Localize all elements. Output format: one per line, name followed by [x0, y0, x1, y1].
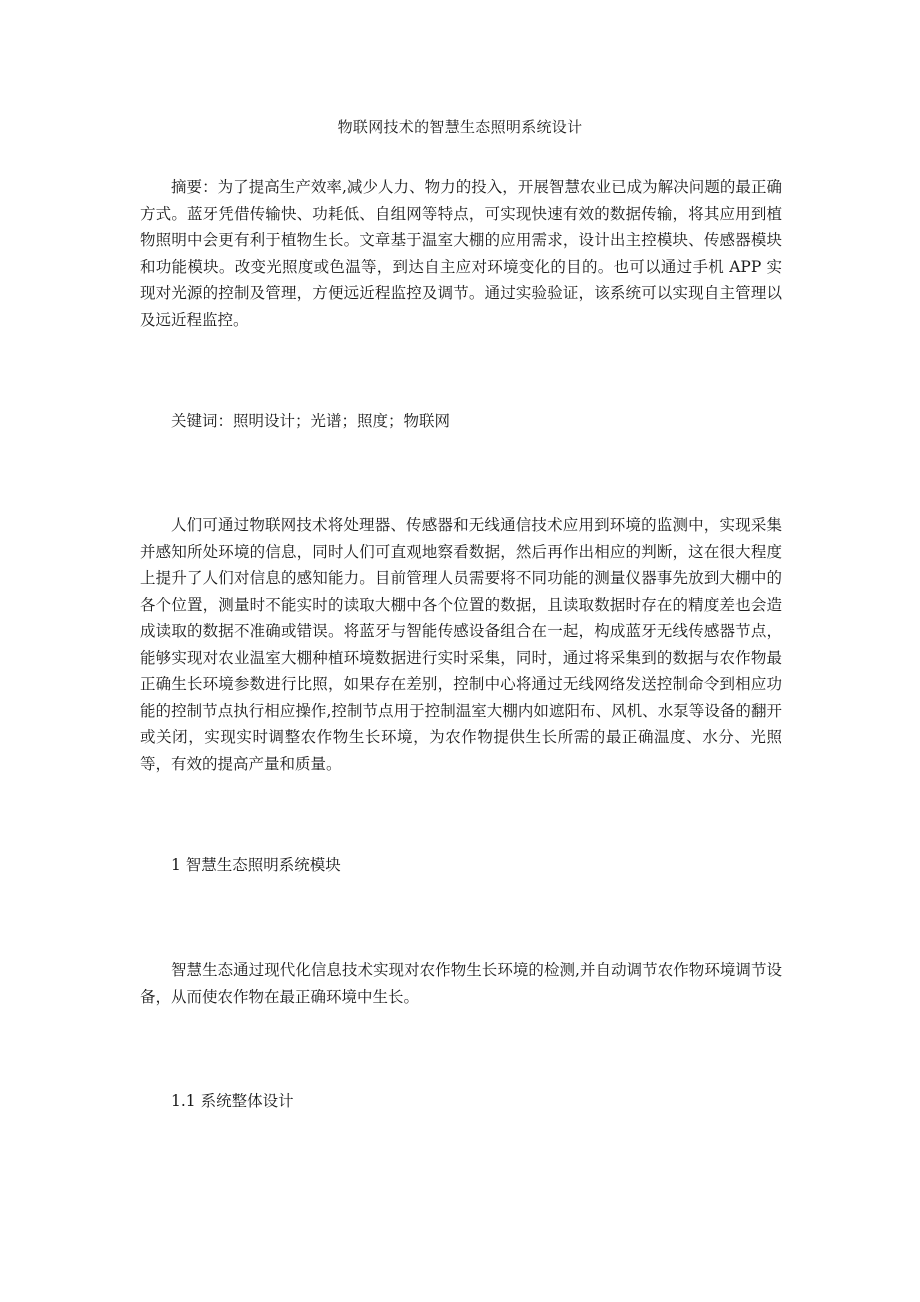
- section-1-heading: 1 智慧生态照明系统模块: [171, 856, 341, 874]
- section-1-1-heading: 1.1 系统整体设计: [171, 1092, 294, 1110]
- document-title: 物联网技术的智慧生态照明系统设计: [337, 118, 583, 136]
- keywords-paragraph: 关键词：照明设计；光谱；照度；物联网: [171, 412, 451, 430]
- intro-paragraph: 人们可通过物联网技术将处理器、传感器和无线通信技术应用到环境的监测中，实现采集并感知所处环境的信息，同时人们可直观地察看数据，然后再作出相应的判断，这在很大程度上提升了人们对信息的感知能力。目前管理人员需要将不同功能的测量仪器事先放到大棚中的各个位置，测量时不能实时的读取大棚中各个位置的数据，且读取数据时存在的精度差也会造成读取的数据不准确或错误。将蓝牙与智能传感设备组合在一起，构成蓝牙无线传感器节点，能够实现对农业温室大棚种植环境数据进行实时采集，同时，通过将采集到的数据与农作物最正确生长环境参数进行比照，如果存在差别，控制中心将通过无线网络发送控制命令到相应功能的控制节点执行相应操作,控制节点用于控制温室大棚内如遮阳布、风机、水泵等设备的翻开或关闭，实现实时调整农作物生长环境，为农作物提供生长所需的最正确温度、水分、光照等，有效的提高产量和质量。: [140, 516, 782, 773]
- abstract-paragraph: 摘要：为了提高生产效率,减少人力、物力的投入，开展智慧农业已成为解决问题的最正确方式。蓝牙凭借传输快、功耗低、自组网等特点，可实现快速有效的数据传输，将其应用到植物照明中会更有利于植物生长。文章基于温室大棚的应用需求，设计出主控模块、传感器模块和功能模块。改变光照度或色温等，到达自主应对环境变化的目的。也可以通过手机 APP 实现对光源的控制及管理，方便远近程监控及调节。通过实验验证，该系统可以实现自主管理以及远近程监控。: [140, 178, 782, 329]
- section-1-paragraph: 智慧生态通过现代化信息技术实现对农作物生长环境的检测,并自动调节农作物环境调节设备，从而使农作物在最正确环境中生长。: [140, 961, 782, 1006]
